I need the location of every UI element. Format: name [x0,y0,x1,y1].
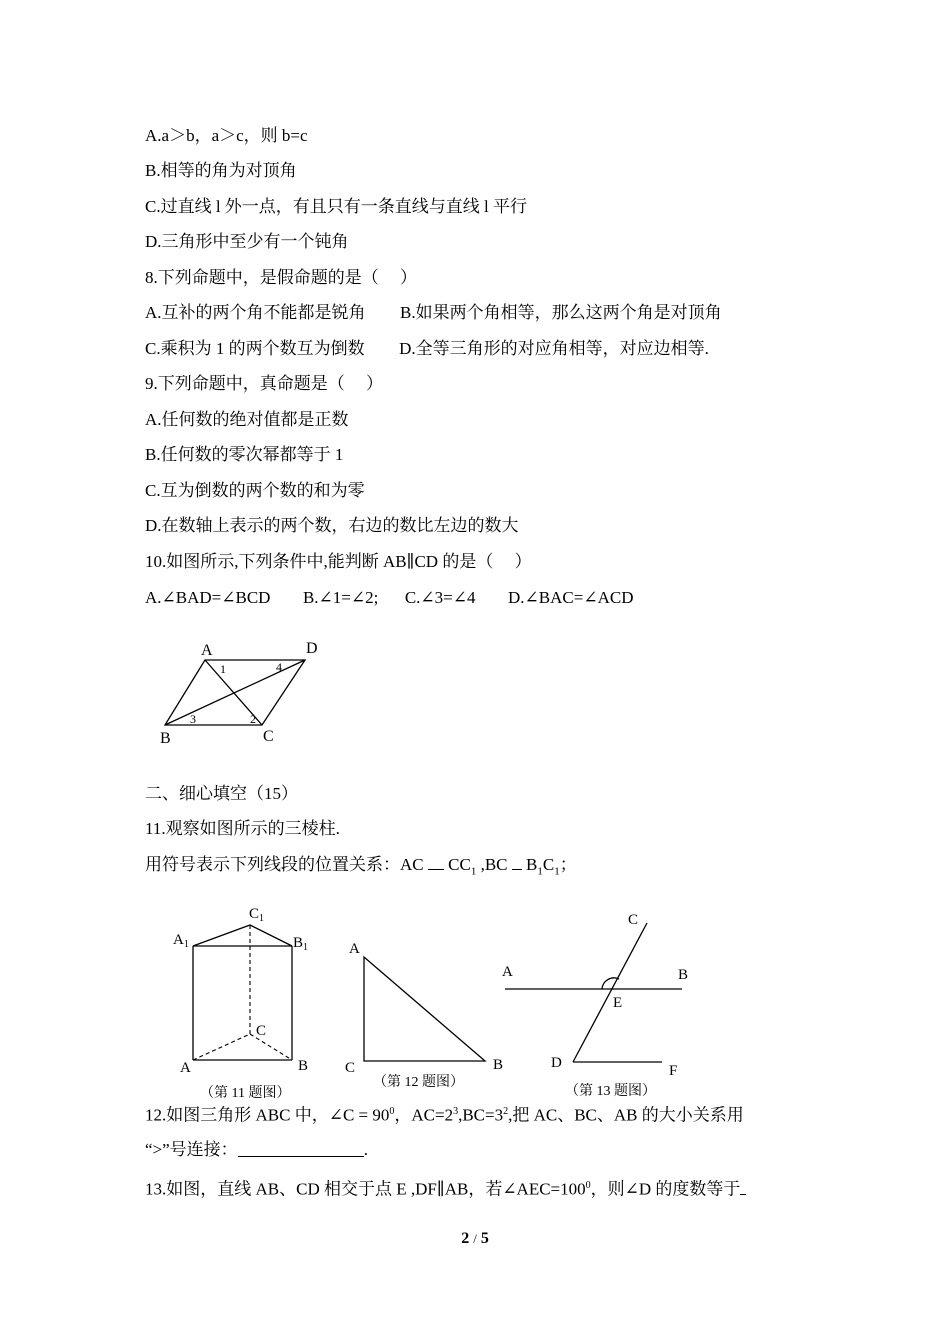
q10-options [145,587,633,609]
q9-option-a: A.任何数的绝对值都是正数 [145,410,349,429]
section-2-title: 二、细心填空（15） [145,784,298,803]
q9-stem: 9.下列命题中，真命题是（ ） [145,374,383,393]
q12-text-b: ，AC=2 [394,1105,454,1125]
q11-b-text: B [526,855,538,874]
label-c: C [628,912,639,928]
q11-cc-text: CC [448,855,471,874]
label-b: B [678,967,689,983]
q13-answer-blank[interactable] [740,1178,746,1195]
q12-degree: 0 [389,1106,395,1117]
q7-option-b: B.相等的角为对顶角 [145,161,297,180]
q12-exp-2: 2 [503,1106,509,1117]
angle-3-label: 3 [190,712,196,726]
q12-answer-blank[interactable] [238,1138,364,1157]
q11-blank-2[interactable] [512,869,522,870]
vertex-a-label: A [201,642,213,659]
fig13-caption: （第 13 题图） [565,1084,656,1099]
q11-c-text: C [542,855,555,874]
q7-option-d: D.三角形中至少有一个钝角 [145,232,349,251]
page-number [0,1230,950,1248]
q10-option-b: B.∠1=∠2; [302,588,379,607]
prism-top-face [193,925,292,946]
line-cd [573,923,647,1062]
q13-text-b: ，则∠D 的度数等于 [590,1179,741,1199]
q12-text-d: ,把 AC、BC、AB 的大小关系用 [508,1105,744,1125]
q8-options-row2 [145,338,709,360]
q12-text-c: ,BC=3 [458,1105,504,1125]
fig12-caption: （第 12 题图） [373,1075,464,1090]
q8-option-b: B.如果两个角相等，那么这两个角是对顶角 [400,303,722,322]
right-triangle [364,957,485,1061]
q10-option-d: D.∠BAC=∠ACD [508,588,634,607]
label-c1: $C_1$ [249,906,265,924]
q11-sub-cc1: 1 [470,865,477,878]
label-a: A [180,1060,191,1076]
q9-option-d: D.在数轴上表示的两个数，右边的数比左边的数大 [145,516,519,535]
q10-stem: 10.如图所示,下列条件中,能判断 AB∥CD 的是（ ） [145,552,532,571]
label-b1: $B_1$ [293,935,309,953]
angle-1-label: 1 [220,662,226,676]
label-d: D [551,1055,562,1071]
q11-question-line [145,854,577,882]
q13-text-a: 13.如图，直线 AB、CD 相交于点 E ,DF∥AB，若∠AEC=100 [145,1179,586,1199]
q13-degree: 0 [585,1180,591,1191]
q13-line [145,1175,746,1201]
label-c: C [256,1023,267,1039]
q9-option-b: B.任何数的零次幂都等于 1 [145,445,344,464]
q7-option-a: A.a＞b，a＞c，则 b=c [145,126,308,145]
q11-bc-text: ,BC [476,855,508,874]
q11-stem: 11.观察如图所示的三棱柱. [145,819,340,838]
page-total: 5 [480,1230,489,1247]
label-a: A [349,941,360,957]
q12-text-a: 12.如图三角形 ABC 中，∠C = 90 [145,1105,390,1125]
q11-prefix: 用符号表示下列线段的位置关系：AC [145,855,424,874]
q10-option-c: C.∠3=∠4 [404,588,476,607]
label-a1: $A_1$ [173,932,189,950]
q12-exp-1: 3 [453,1106,459,1117]
fig12-triangle [340,935,510,1075]
q9-option-c: C.互为倒数的两个数的和为零 [145,481,365,500]
q8-option-d: D.全等三角形的对应角相等，对应边相等. [399,339,709,358]
angle-4-label: 4 [276,660,282,674]
q8-options-row1 [145,302,722,324]
page-separator: / [473,1231,477,1246]
q11-end: ； [559,855,577,874]
q10-parallelogram-figure [150,630,330,755]
label-f: F [669,1063,678,1079]
fig13-lines [495,905,705,1080]
q12-line1 [145,1101,744,1127]
q12-line2 [145,1138,368,1161]
fig11-caption: （第 11 题图） [200,1086,291,1101]
q12-end: . [363,1140,368,1159]
label-c: C [345,1060,356,1075]
q8-stem: 8.下列命题中，是假命题的是（ ） [145,268,417,287]
vertex-d-label: D [306,640,318,657]
vertex-c-label: C [263,728,274,745]
q11-sub-c1: 1 [554,865,560,878]
q8-option-c: C.乘积为 1 的两个数互为倒数 [145,339,365,358]
q11-blank-1[interactable] [428,869,444,870]
fig11-prism [165,900,325,1080]
q7-option-c: C.过直线 l 外一点，有且只有一条直线与直线 l 平行 [145,197,528,216]
vertex-b-label: B [160,730,171,747]
label-b: B [298,1058,309,1074]
label-e: E [613,995,623,1011]
label-a: A [502,964,513,980]
q10-option-a: A.∠BAD=∠BCD [145,588,271,607]
angle-2-label: 2 [250,712,256,726]
label-b: B [493,1057,504,1073]
page-current: 2 [461,1230,470,1247]
hidden-edge-ac [193,1034,250,1060]
q11-sub-b1: 1 [537,865,543,878]
q8-option-a: A.互补的两个角不能都是锐角 [145,303,366,322]
q12-connect-text: “>”号连接： [145,1140,238,1159]
